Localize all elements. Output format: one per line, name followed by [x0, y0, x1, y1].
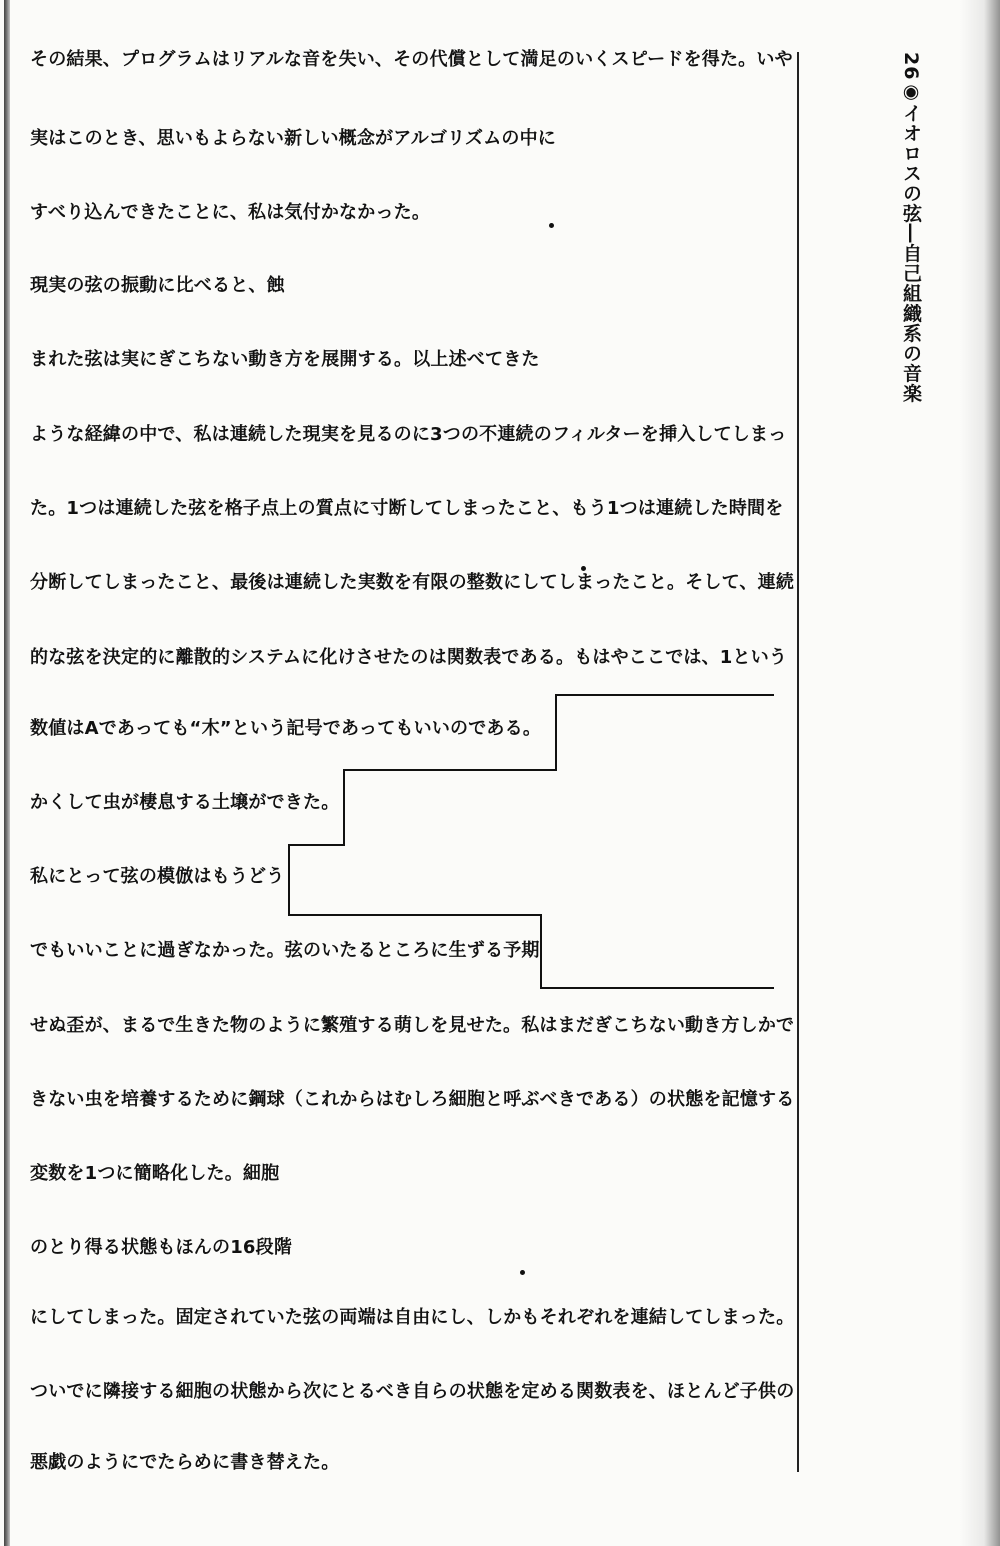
running-head: 26◉イオロスの弦―自己組織系の音楽 — [900, 52, 922, 404]
body-line-3: すべり込んできたことに、私は気付かなかった。 — [30, 202, 431, 223]
print-speck — [549, 223, 554, 228]
body-line-1: その結果、プログラムはリアルな音を失い、その代償として満足のいくスピードを得た。いや — [30, 49, 793, 70]
body-line-5: まれた弦は実にぎこちない動き方を展開する。以上述べてきた — [30, 349, 540, 370]
body-line-9: 的な弦を決定的に離散的システムに化けさせたのは関数表である。もはやここでは、1という — [30, 647, 788, 668]
print-speck — [581, 566, 586, 571]
print-speck — [520, 1270, 525, 1275]
body-line-4: 現実の弦の振動に比べると、蝕 — [30, 275, 285, 296]
body-line-17: のとり得る状態もほんの16段階 — [30, 1237, 293, 1258]
body-line-18: にしてしまった。固定されていた弦の両端は自由にし、しかもそれぞれを連結してしまった。 — [30, 1307, 795, 1328]
body-line-2: 実はこのとき、思いもよらない新しい概念がアルゴリズムの中に — [30, 128, 556, 149]
body-line-20: 悪戯のようにでたらめに書き替えた。 — [30, 1452, 340, 1473]
margin-rule — [797, 52, 799, 1472]
body-line-6: ような経緯の中で、私は連続した現実を見るのに3つの不連続のフィルターを挿入してしまっ — [30, 424, 787, 445]
body-line-14: せぬ歪が、まるで生きた物のように繁殖する萌しを見せた。私はまだぎこちない動き方しかで — [30, 1015, 795, 1036]
body-line-13: でもいいことに過ぎなかった。弦のいたるところに生ずる予期 — [30, 940, 540, 961]
body-line-16: 変数を1つに簡略化した。細胞 — [30, 1163, 280, 1184]
body-line-8: 分断してしまったこと、最後は連続した実数を有限の整数にしてしまったこと。そして、連続 — [30, 572, 795, 593]
body-line-19: ついでに隣接する細胞の状態から次にとるべき自らの状態を定める関数表を、ほとんど子供の — [30, 1381, 795, 1402]
body-line-7: た。1つは連続した弦を格子点上の質点に寸断してしまったこと、もう1つは連続した時間を — [30, 498, 784, 519]
body-line-15: きない虫を培養するために鋼球（これからはむしろ細胞と呼ぶべきである）の状態を記憶する — [30, 1089, 795, 1110]
step-outline-line — [289, 695, 774, 988]
body-line-11: かくして虫が棲息する土壌ができた。 — [30, 792, 340, 813]
body-line-10: 数値はAであっても“木”という記号であってもいいのである。 — [30, 718, 542, 739]
body-line-12: 私にとって弦の模倣はもうどう — [30, 866, 285, 887]
